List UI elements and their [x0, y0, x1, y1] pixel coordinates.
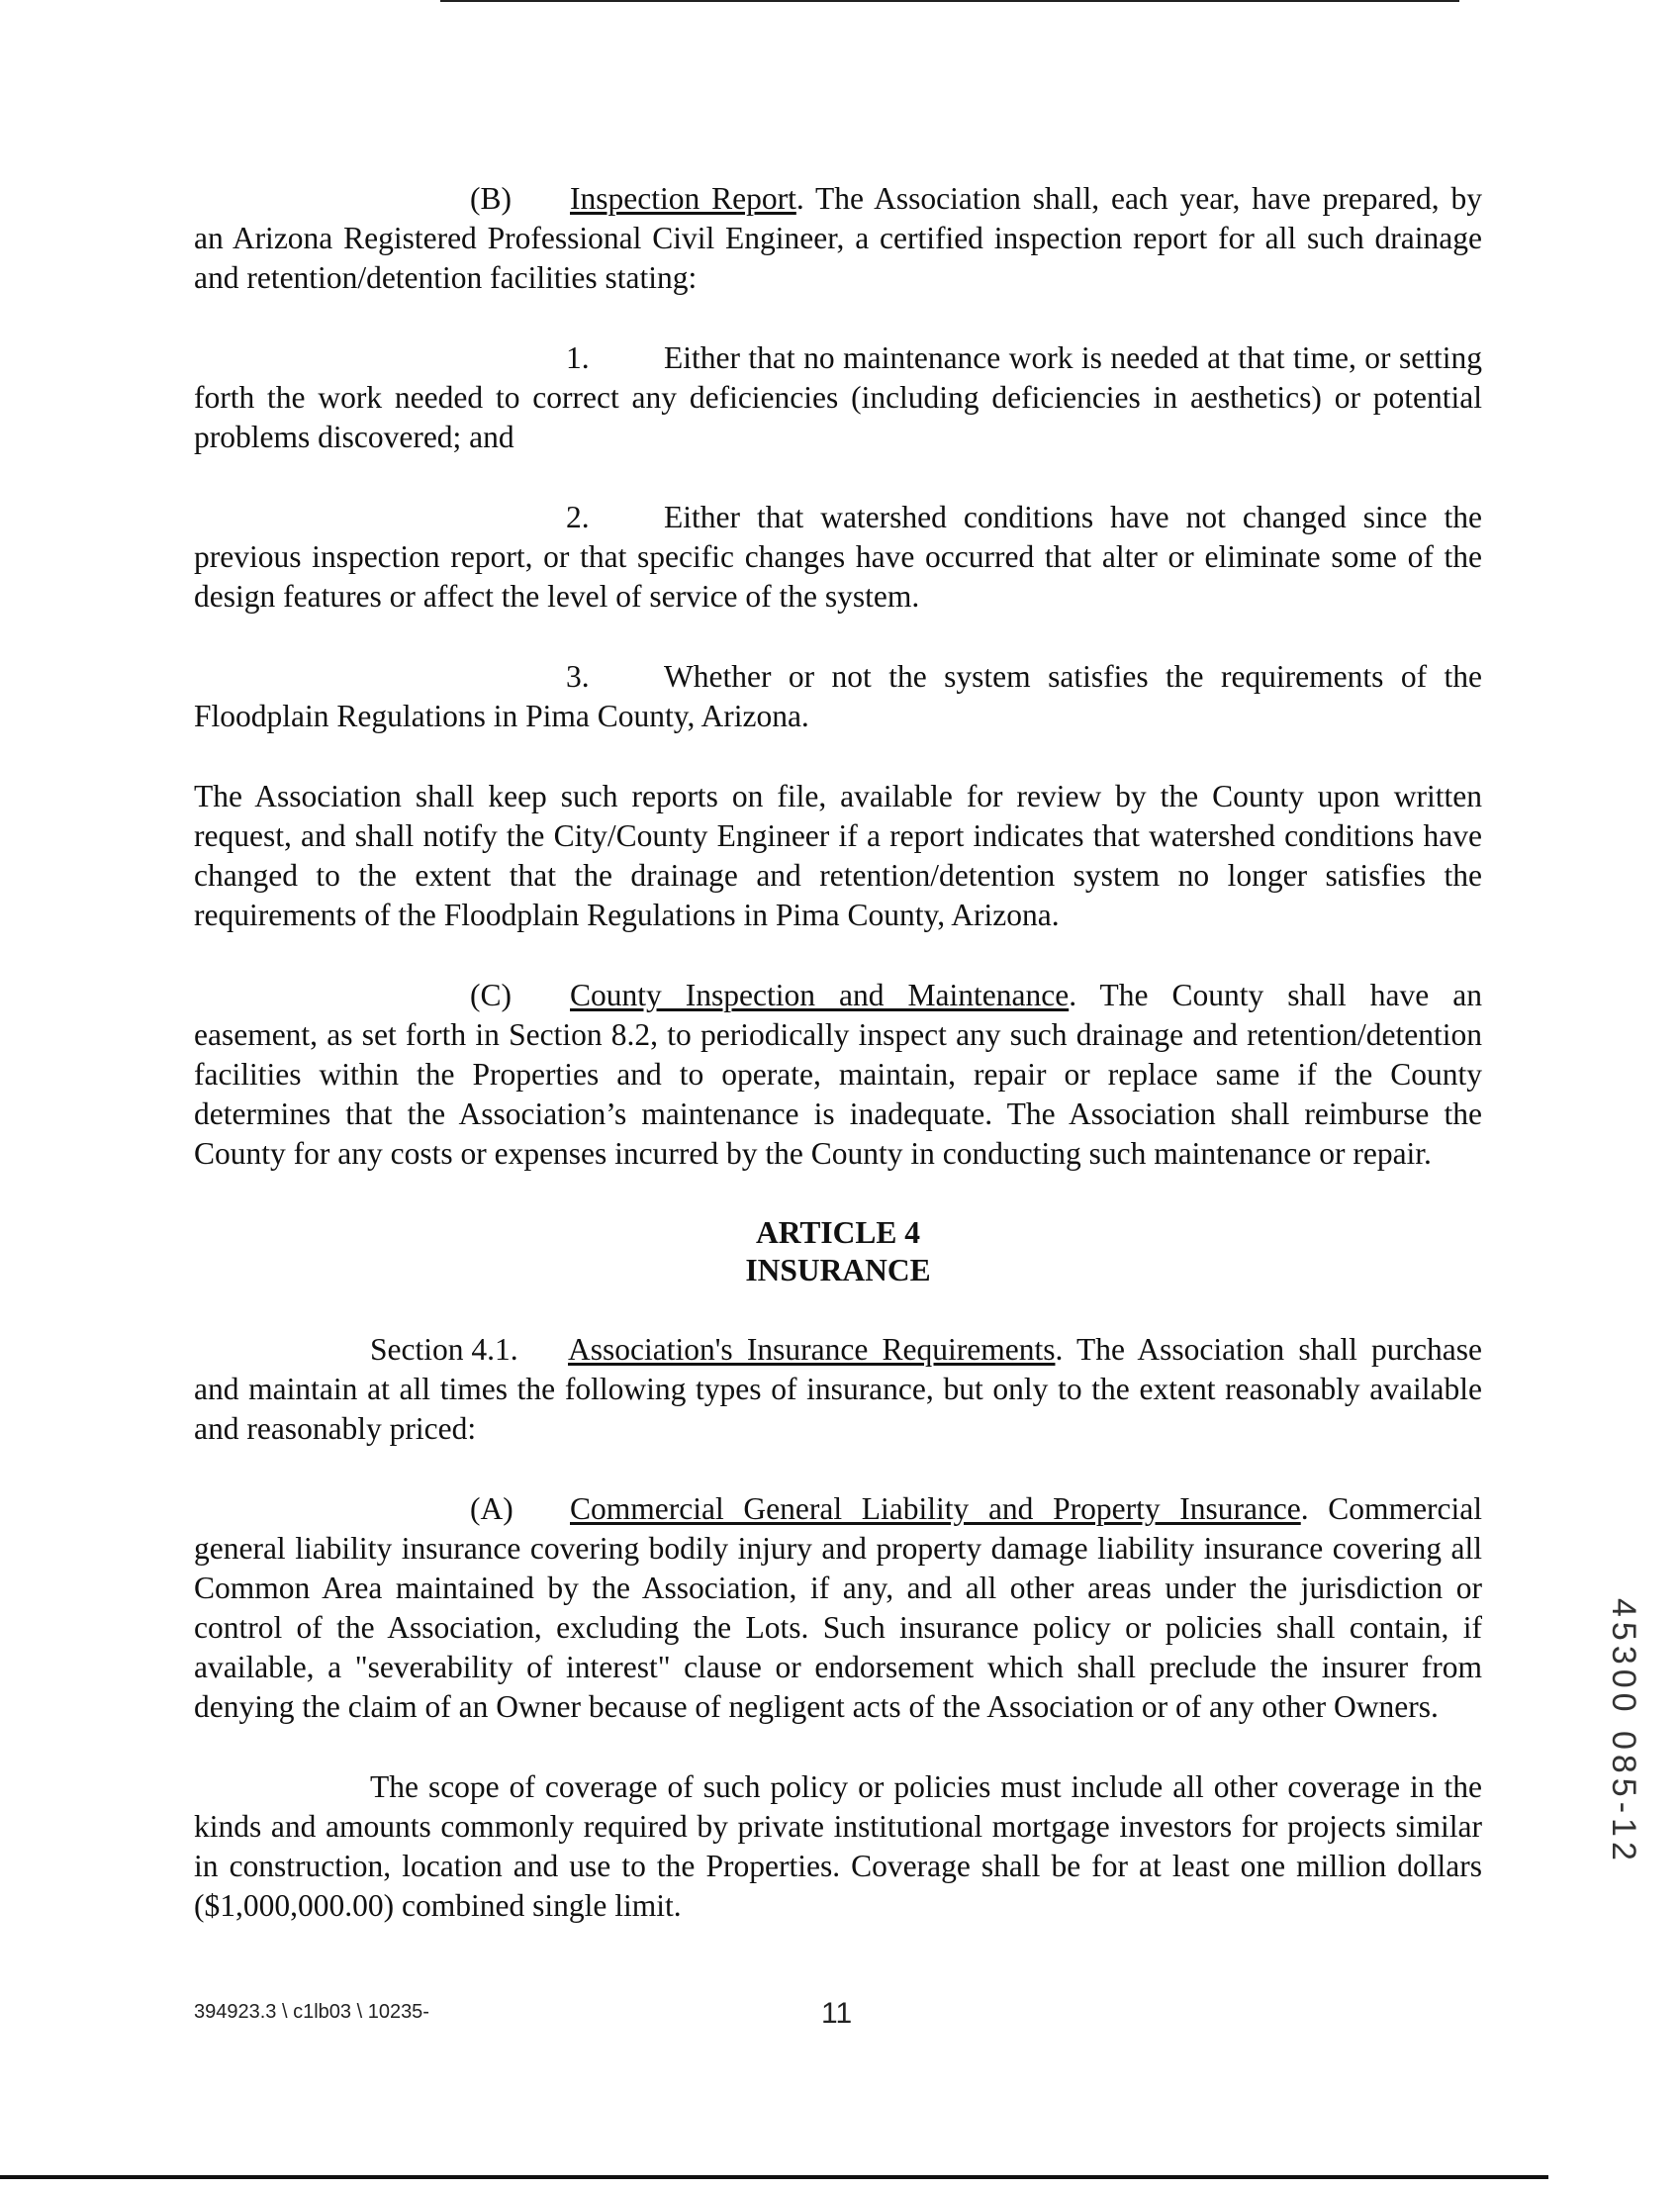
paragraph-coverage-scope: The scope of coverage of such policy or policies must include all other coverage in the kinds and amounts commonly required by private institutional mortgage investors for projects similar in construction, location and use to the Properties. Coverage shall be for at least one million dollars ($1,000,000.00) combined single limit. [194, 1769, 1482, 1923]
paragraph-a-liability-insurance [194, 1489, 1482, 1727]
top-scan-edge [440, 0, 1459, 2]
section-4-1-number: Section 4.1. [370, 1332, 518, 1367]
list-item-2 [194, 498, 1482, 617]
list-item-1-text: Either that no maintenance work is needed at that time, or setting forth the work needed to correct any deficiencies (including deficiencies in aesthetics) or potential problems discovered; and [194, 340, 1482, 454]
paragraph-a-label: (A) [470, 1491, 513, 1526]
section-4-1-text: . The Association shall purchase and maintain at all times the following types of insurance, but only to the extent reasonably available and reasonably priced: [194, 1332, 1482, 1446]
paragraph-b-text: . The Association shall, each year, have prepared, by an Arizona Registered Professional Civil Engineer, a certified inspection report for all such drainage and retention/detention facilities stating: [194, 181, 1482, 295]
paragraph-a-text: . Commercial general liability insurance covering bodily injury and property damage liability insurance covering all Common Area maintained by the Association, if any, and all other areas under the jurisdiction or control of the Association, excluding the Lots. Such insurance policy or policies shall contain, if available, a "severability of interest" clause or endorsement which shall preclude the insurer from denying the claim of an Owner because of negligent acts of the Association or of any other Owners. [194, 1491, 1483, 1724]
list-item-3-text: Whether or not the system satisfies the requirements of the Floodplain Regulations in Pima County, Arizona. [194, 659, 1482, 733]
paragraph-c-title: County Inspection and Maintenance [570, 978, 1070, 1012]
paragraph-association-reports: The Association shall keep such reports on file, available for review by the County upon written request, and shall notify the City/County Engineer if a report indicates that watershed conditions have changed to the extent that the drainage and retention/detention system no longer satisfies the requirements of the Floodplain Regulations in Pima County, Arizona. [194, 779, 1482, 932]
list-item-1-number: 1. [566, 340, 590, 375]
bottom-scan-edge [0, 2175, 1548, 2179]
page-number: 11 [821, 1997, 853, 2030]
article-heading [194, 1214, 1482, 1289]
recording-stamp: 45300 085-12 [1605, 1598, 1642, 1865]
document-body [194, 179, 1482, 1966]
paragraph-b-title: Inspection Report [570, 181, 796, 216]
list-item-2-number: 2. [566, 500, 590, 534]
paragraph-c-label: (C) [470, 978, 512, 1012]
section-4-1-title: Association's Insurance Requirements [568, 1332, 1056, 1367]
article-number: ARTICLE 4 [755, 1215, 921, 1250]
paragraph-b-label: (B) [470, 181, 512, 216]
list-item-3-number: 3. [566, 659, 590, 694]
section-4-1-paragraph [194, 1330, 1482, 1449]
paragraph-b-inspection-report [194, 179, 1482, 298]
list-item-1 [194, 338, 1482, 457]
article-title: INSURANCE [745, 1253, 931, 1287]
paragraph-c-text: . The County shall have an easement, as set forth in Section 8.2, to periodically inspect any such drainage and retention/detention facilities within the Properties and to operate, maintain, repair or replace same if the County determines that the Association’s maintenance is inadequate. The Association shall reimburse the County for any costs or expenses incurred by the County in conducting such maintenance or repair. [194, 978, 1482, 1171]
list-item-2-text: Either that watershed conditions have not changed since the previous inspection report, or that specific changes have occurred that alter or eliminate some of the design features or affect the level of service of the system. [194, 500, 1482, 614]
paragraph-a-title: Commercial General Liability and Property Insurance [570, 1491, 1301, 1526]
paragraph-c-county-inspection [194, 976, 1482, 1174]
footer-document-id: 394923.3 \ c1lb03 \ 10235- [194, 2001, 429, 2023]
list-item-3 [194, 657, 1482, 736]
